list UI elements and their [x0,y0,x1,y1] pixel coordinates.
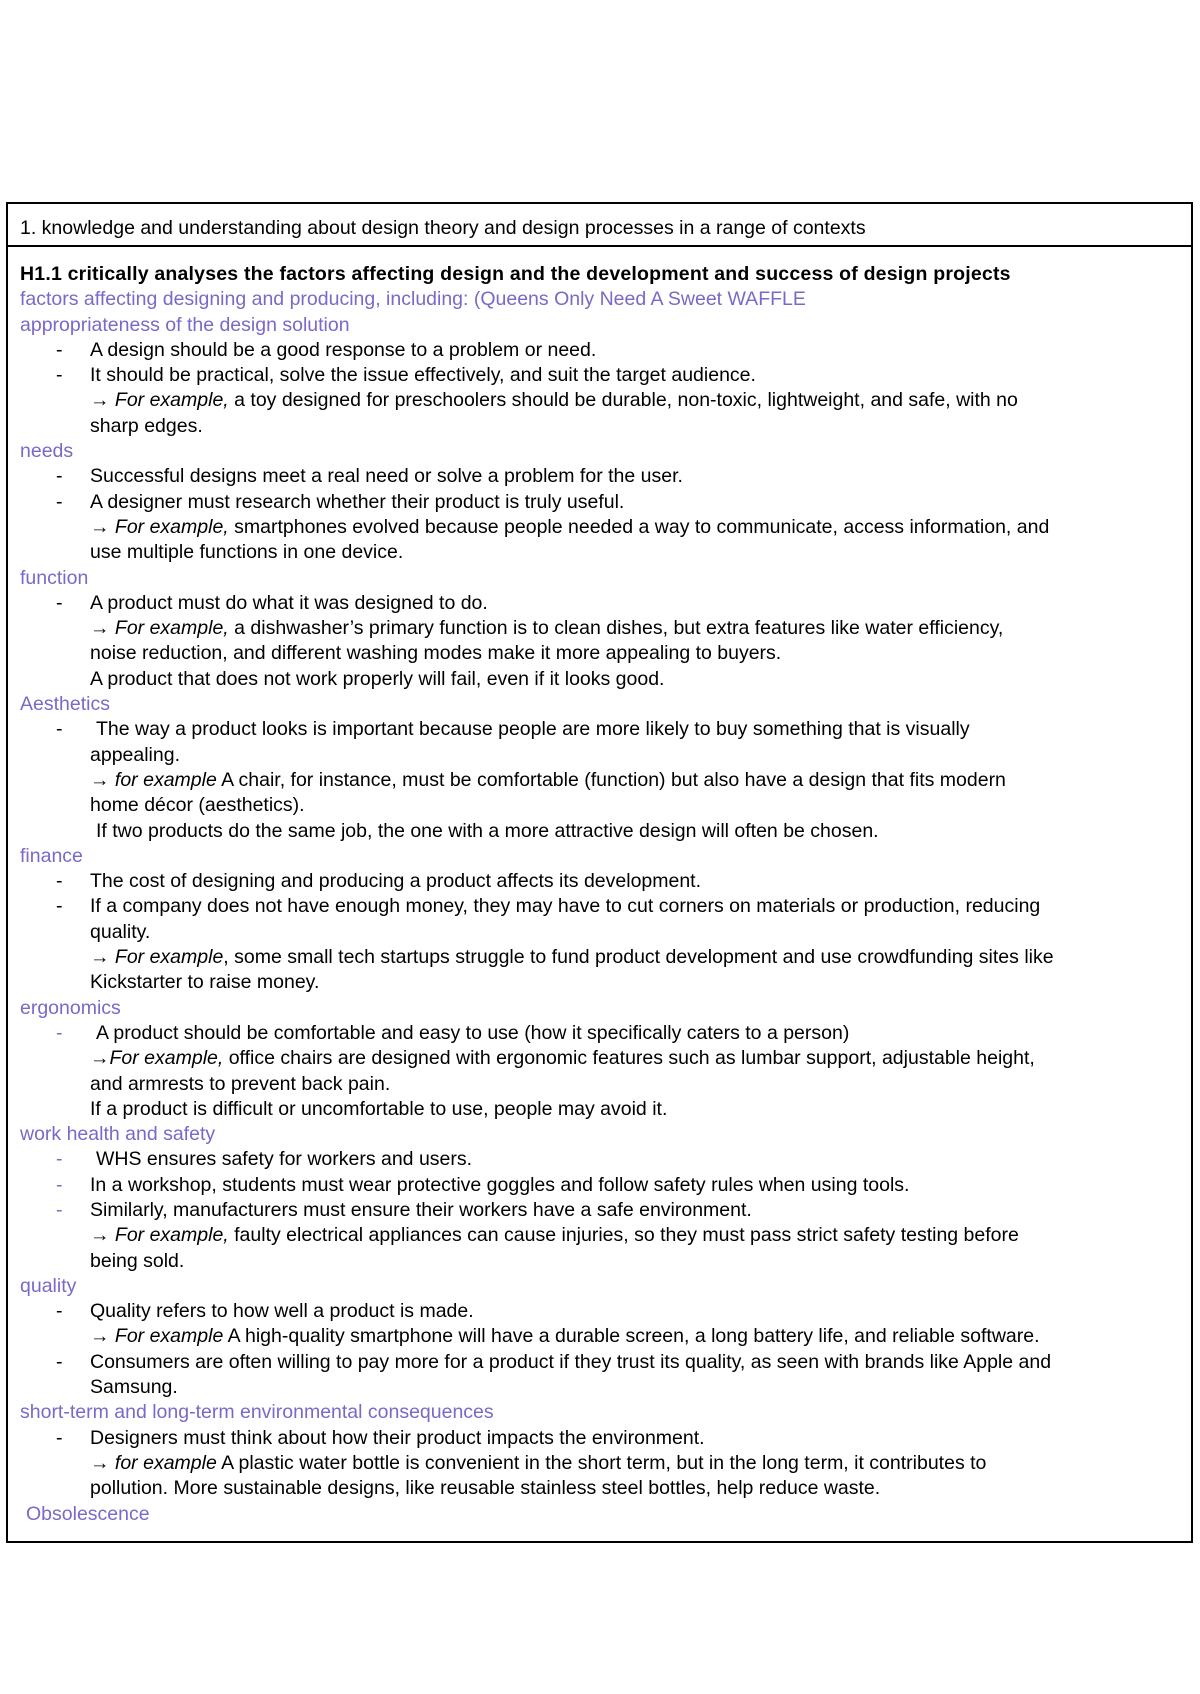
list-item-cont: Samsung. [90,1376,178,1399]
section-heading-quality: quality [20,1274,77,1297]
list-item: - The way a product looks is important because people are more likely to buy something that is visually [56,718,970,741]
example-line-cont: and armrests to prevent back pain. [90,1072,391,1095]
list-item-cont: quality. [90,920,151,943]
section-heading-whs: work health and safety [20,1123,216,1146]
outcome-table [6,202,1193,1543]
example-line-cont: use multiple functions in one device. [90,541,404,564]
note-line: If a product is difficult or uncomfortable to use, people may avoid it. [90,1097,668,1120]
section-heading-needs: needs [20,440,74,463]
outcome-title: H1.1 critically analyses the factors affecting design and the development and success of design projects [20,263,1011,285]
example-line-cont: pollution. More sustainable designs, like reusable stainless steel bottles, help reduce waste. [90,1477,881,1500]
example-line: → For example, faulty electrical appliances can cause injuries, so they must pass strict safety testing before [90,1224,1019,1247]
list-item: - It should be practical, solve the issue effectively, and suit the target audience. [56,364,756,387]
list-item: - A product must do what it was designed to do. [56,591,488,614]
example-line: → for example A chair, for instance, must be comfortable (function) but also have a design that fits modern [90,768,1006,791]
example-line: → For example, smartphones evolved because people needed a way to communicate, access information, and [90,515,1050,538]
section-heading-environment: short-term and long-term environmental consequences [20,1401,494,1424]
example-line-cont: sharp edges. [90,414,203,437]
section-heading-appropriateness: appropriateness of the design solution [20,313,350,336]
table-body-cell [8,247,1191,1541]
list-item: - The cost of designing and producing a product affects its development. [56,870,702,893]
table-header-row [8,204,1191,247]
list-item: - If a company does not have enough money, they may have to cut corners on materials or production, reducing [56,895,1041,918]
list-item: - Designers must think about how their product impacts the environment. [56,1426,705,1449]
example-line: → For example A high-quality smartphone will have a durable screen, a long battery life, and reliable software. [90,1325,1040,1348]
list-item: - Successful designs meet a real need or solve a problem for the user. [56,465,683,488]
section-heading-aesthetics: Aesthetics [20,693,110,716]
section-heading-function: function [20,566,89,589]
section-heading-obsolescence: Obsolescence [26,1502,150,1525]
example-line: → For example, some small tech startups struggle to fund product development and use crowdfunding sites like [90,946,1054,969]
list-item: - Consumers are often willing to pay more for a product if they trust its quality, as seen with brands like Apple and [56,1350,1052,1373]
list-item-cont: appealing. [90,743,180,766]
section-heading-ergonomics: ergonomics [20,996,121,1019]
note-line: A product that does not work properly will fail, even if it looks good. [90,667,665,690]
list-item: - In a workshop, students must wear protective goggles and follow safety rules when using tools. [56,1173,910,1196]
list-item: - A designer must research whether their product is truly useful. [56,490,625,513]
example-line: → For example, a dishwasher’s primary function is to clean dishes, but extra features like water efficiency, [90,617,1004,640]
list-item: - Similarly, manufacturers must ensure their workers have a safe environment. [56,1198,752,1221]
list-item: - A product should be comfortable and easy to use (how it specifically caters to a person) [56,1021,850,1044]
note-line: If two products do the same job, the one with a more attractive design will often be chosen. [96,819,879,842]
example-line-cont: noise reduction, and different washing modes make it more appealing to buyers. [90,642,782,665]
example-line-cont: being sold. [90,1249,185,1272]
example-line: →For example, office chairs are designed with ergonomic features such as lumbar support, adjustable height, [90,1047,1035,1070]
list-item: - A design should be a good response to a problem or need. [56,338,597,361]
example-line: → For example, a toy designed for preschoolers should be durable, non-toxic, lightweight, and safe, with no [90,389,1018,412]
example-line: → for example A plastic water bottle is convenient in the short term, but in the long term, it contributes to [90,1451,987,1474]
header-row-text: 1. knowledge and understanding about design theory and design processes in a range of contexts [20,217,866,239]
example-line-cont: home décor (aesthetics). [90,794,305,817]
section-heading-finance: finance [20,844,83,867]
list-item: - Quality refers to how well a product is made. [56,1300,474,1323]
example-line-cont: Kickstarter to raise money. [90,971,320,994]
list-item: - WHS ensures safety for workers and users. [56,1148,473,1171]
intro-text: factors affecting designing and producing, including: (Queens Only Need A Sweet WAFFLE [20,288,806,311]
